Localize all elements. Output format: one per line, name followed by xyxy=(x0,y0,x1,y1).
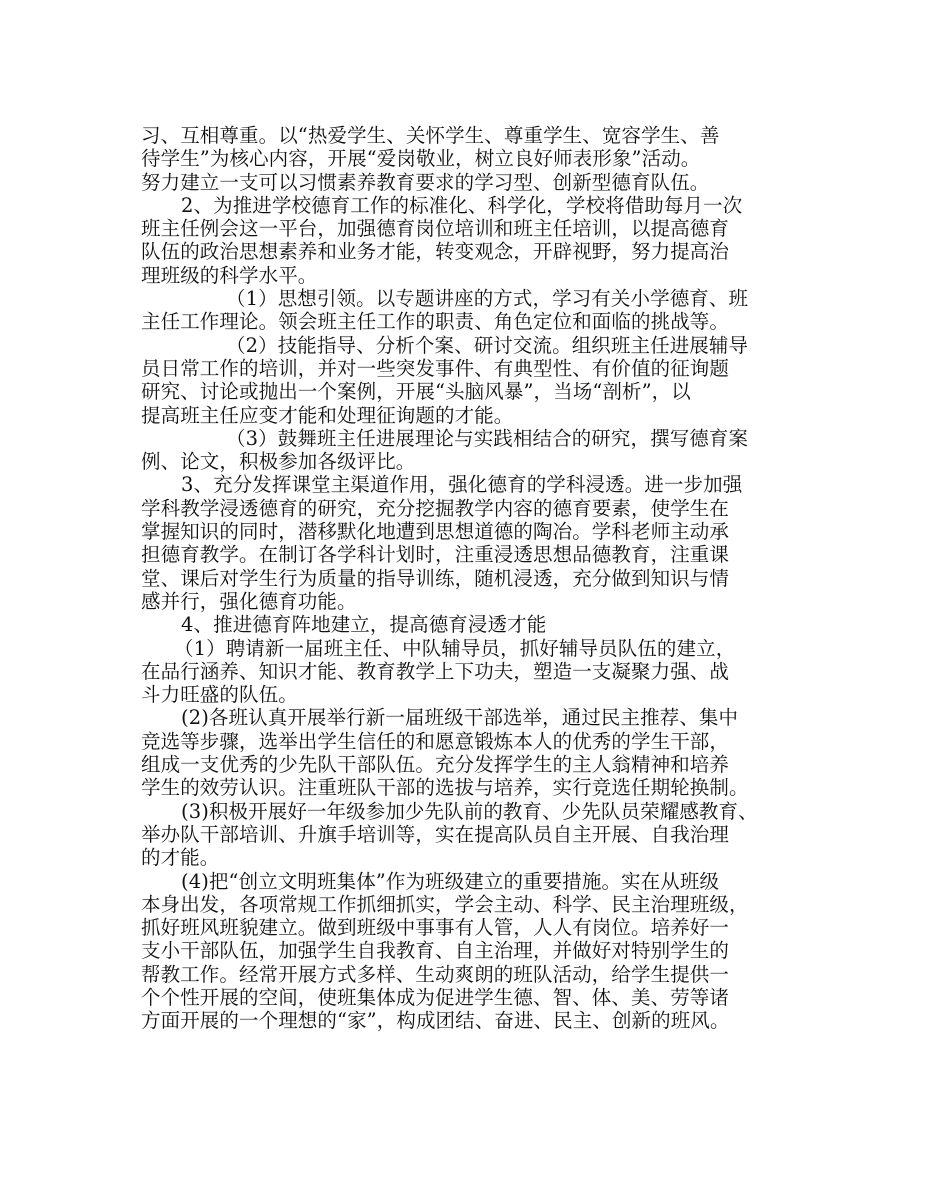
text-line: 感并行，强化德育功能。 xyxy=(141,589,357,613)
text-line: 主任工作理论。领会班主任工作的职责、角色定位和面临的挑战等。 xyxy=(141,310,730,334)
item-4-2-line: (2)各班认真开展举行新一届班级干部选举，通过民主推荐、集中 xyxy=(181,706,739,730)
item-2-2-line: （2）技能指导、分析个案、研讨交流。组织班主任进展辅导 xyxy=(226,333,749,357)
text-line: 理班级的科学水平。 xyxy=(141,263,318,287)
item-2-3-line: （3）鼓舞班主任进展理论与实践相结合的研究，撰写德育案 xyxy=(226,426,749,450)
text-line: 举办队干部培训、升旗手培训等，实在提高队员自主开展、自我治理 xyxy=(141,822,730,846)
text-line: 例、论文，积极参加各级评比。 xyxy=(141,450,416,474)
text-line: 待学生”为核心内容，开展“爱岗敬业，树立良好师表形象”活动。 xyxy=(141,147,701,171)
text-line: 努力建立一支可以习惯素养教育要求的学习型、创新型德育队伍。 xyxy=(141,170,710,194)
text-line: 个个性开展的空间，使班集体成为促进学生德、智、体、美、劳等诸 xyxy=(141,985,730,1009)
item-4-1-line: （1）聘请新一届班主任、中队辅导员，抓好辅导员队伍的建立， xyxy=(174,636,736,660)
text-line: 队伍的政治思想素养和业务才能，转变观念，开辟视野，努力提高治 xyxy=(141,240,730,264)
text-line: 提高班主任应变才能和处理征询题的才能。 xyxy=(141,403,514,427)
text-line: 斗力旺盛的队伍。 xyxy=(141,683,298,707)
item-4-3-line: (3)积极开展好一年级参加少先队前的教育、少先队员荣耀感教育、 xyxy=(181,799,758,823)
text-line: 员日常工作的培训，并对一些突发事件、有典型性、有价值的征询题 xyxy=(141,356,730,380)
section-4-heading-line: 4、推进德育阵地建立，提高德育浸透才能 xyxy=(181,613,547,637)
text-line: 习、互相尊重。以“热爱学生、关怀学生、尊重学生、宽容学生、善 xyxy=(141,124,720,147)
text-line: 支小干部队伍，加强学生自我教育、自主治理，并做好对特别学生的 xyxy=(141,939,730,963)
item-4-4-line: (4)把“创立文明班集体”作为班级建立的重要措施。实在从班级 xyxy=(181,869,720,893)
text-line: 抓好班风班貌建立。做到班级中事事有人管，人人有岗位。培养好一 xyxy=(141,916,730,940)
text-line: 堂、课后对学生行为质量的指导训练，随机浸透，充分做到知识与情 xyxy=(141,566,730,590)
text-line: 掌握知识的同时，潜移默化地遭到思想道德的陶冶。学科老师主动承 xyxy=(141,520,730,544)
text-line: 担德育教学。在制订各学科计划时，注重浸透思想品德教育，注重课 xyxy=(141,543,730,567)
text-line: 本身出发，各项常规工作抓细抓实，学会主动、科学、民主治理班级， xyxy=(141,892,749,916)
text-line: 帮教工作。经常开展方式多样、生动爽朗的班队活动，给学生提供一 xyxy=(141,962,730,986)
document-page xyxy=(141,124,821,1033)
text-line: 方面开展的一个理想的“家”，构成团结、奋进、民主、创新的班风。 xyxy=(141,1009,730,1033)
text-line: 学科教学浸透德育的研究，充分挖掘教学内容的德育要素，使学生在 xyxy=(141,496,730,520)
text-line: 组成一支优秀的少先队干部队伍。充分发挥学生的主人翁精神和培养 xyxy=(141,753,730,777)
text-line: 在品行涵养、知识才能、教育教学上下功夫，塑造一支凝聚力强、战 xyxy=(141,659,730,683)
section-2-heading-line: 2、为推进学校德育工作的标准化、科学化，学校将借助每月一次 xyxy=(181,193,743,217)
text-line: 的才能。 xyxy=(141,846,220,870)
text-line: 竞选等步骤，选举出学生信任的和愿意锻炼本人的优秀的学生干部， xyxy=(141,729,730,753)
item-2-1-line: （1）思想引领。以专题讲座的方式，学习有关小学德育、班 xyxy=(226,287,749,311)
text-line: 学生的效劳认识。注重班队干部的选拔与培养，实行竞选任期轮换制。 xyxy=(141,776,749,800)
text-line: 研究、讨论或抛出一个案例，开展“头脑风暴”，当场“剖析”，以 xyxy=(141,380,691,404)
section-3-heading-line: 3、充分发挥课堂主渠道作用，强化德育的学科浸透。进一步加强 xyxy=(181,473,743,497)
text-line: 班主任例会这一平台，加强德育岗位培训和班主任培训，以提高德育 xyxy=(141,217,730,241)
